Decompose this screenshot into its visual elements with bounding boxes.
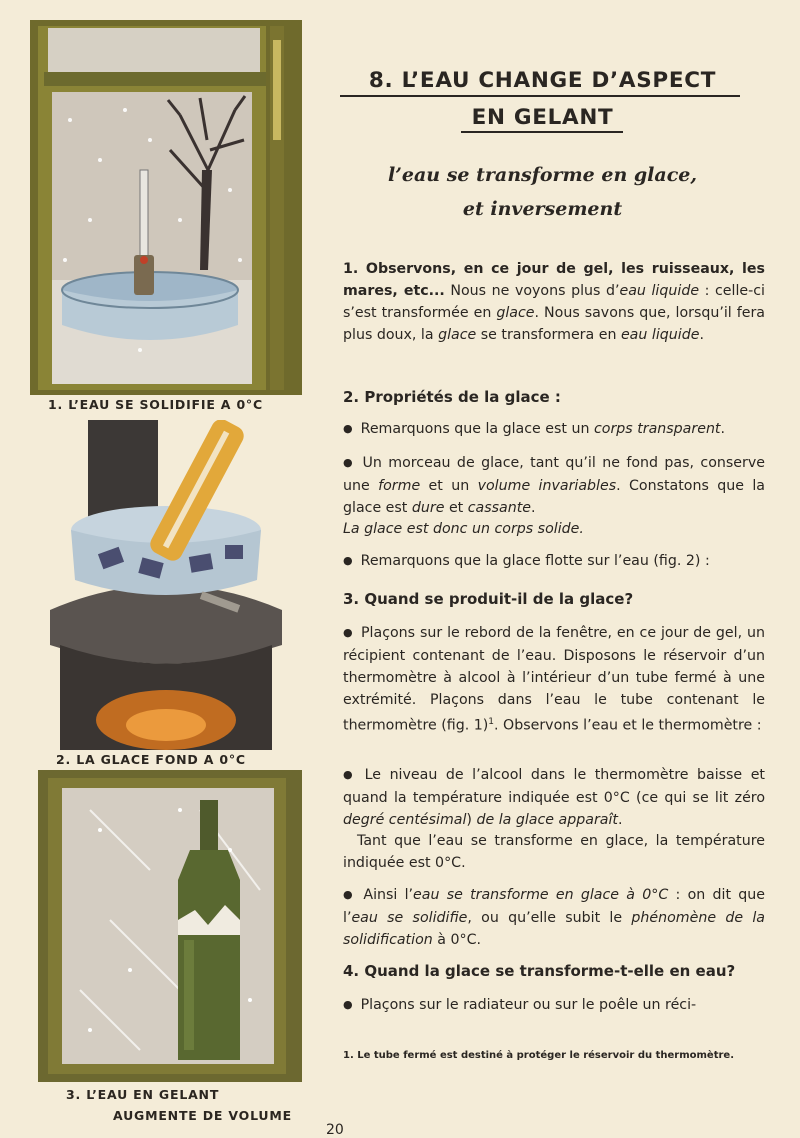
page-number: 20 — [326, 1122, 344, 1138]
emph: degré centésimal — [343, 812, 467, 828]
section-3-paragraph-3: Tant que l’eau se transforme en glace, la température indiquée est 0°C. — [343, 833, 765, 871]
section-3-bullet-4 — [343, 884, 765, 951]
subtitle-line1: l’eau se transforme en glace, — [388, 164, 697, 186]
figure-2-caption: 2. LA GLACE FOND A 0°C — [56, 752, 246, 767]
text: Ainsi l’ — [363, 887, 414, 903]
figure-1-caption: 1. L’EAU SE SOLIDIFIE A 0°C — [48, 397, 263, 412]
section-2-bullet-3 — [343, 550, 765, 573]
emph: glace — [496, 305, 535, 321]
text: ) — [466, 812, 477, 828]
figure-3-caption-line1: 3. L’EAU EN GELANT — [66, 1087, 220, 1102]
emph: corps transparent — [593, 421, 721, 437]
footnote: 1. Le tube fermé est destiné à protéger le réservoir du thermomètre. — [343, 1050, 734, 1061]
section-2-heading: 2. Propriétés de la glace : — [343, 388, 561, 406]
page-title-line1: 8. L’EAU CHANGE D’ASPECT — [368, 68, 717, 93]
text: . Constatons que la glace est — [343, 478, 765, 516]
section-3-heading: 3. Quand se produit-il de la glace? — [343, 590, 634, 608]
page-title — [340, 62, 745, 136]
text: se transformera en — [476, 327, 621, 343]
figure-3-illustration — [30, 770, 302, 1090]
footnote-marker: 1 — [488, 717, 495, 727]
text: et un — [420, 478, 478, 494]
section-1-paragraph — [343, 258, 765, 346]
text: : celle-ci s’est transformée en — [343, 283, 766, 321]
section-3-bullet-2 — [343, 764, 765, 831]
figure-3-caption-line2: AUGMENTE DE VOLUME — [113, 1108, 292, 1123]
section-2-conclusion: La glace est donc un corps solide. — [343, 521, 584, 537]
emph: phénomène de la solidification — [343, 910, 765, 948]
text: . — [720, 421, 726, 437]
text: , ou qu’elle subit le — [467, 910, 632, 926]
emph: dure — [411, 500, 445, 516]
page-title-line2: EN GELANT — [471, 105, 614, 130]
emph: volume invariables — [477, 478, 617, 494]
text: Remarquons que la glace est un — [360, 421, 594, 437]
text: à 0°C. — [432, 932, 481, 948]
section-2-bullet-2 — [343, 452, 765, 519]
section-1-lead: 1. Observons, en ce jour de gel, les ruisseaux, les mares, etc... — [343, 261, 765, 299]
emph: eau se transforme en glace à 0°C — [413, 887, 669, 903]
text: . — [531, 500, 536, 516]
figure-2-illustration — [30, 420, 302, 750]
text: . — [699, 327, 704, 343]
text: Remarquons que la glace flotte sur l’eau (fig. 2) : — [360, 553, 710, 569]
text: . — [617, 812, 623, 828]
figure-1-illustration — [30, 20, 302, 395]
subtitle — [340, 158, 745, 226]
text: . Nous savons que, lorsqu’il fera plus doux, la — [343, 305, 766, 343]
emph: eau liquide — [620, 327, 700, 343]
emph: eau liquide — [619, 283, 700, 299]
text: . Observons l’eau et le thermomètre : — [494, 717, 762, 734]
text: Le niveau de l’alcool dans le thermomètre baisse et quand la température indiquée est 0°C (ce qui se lit zéro — [343, 767, 765, 806]
text: et — [444, 500, 468, 516]
section-4-bullet-1 — [343, 994, 765, 1017]
text: Nous ne voyons plus d’ — [444, 283, 620, 299]
title-underline-1 — [340, 95, 740, 97]
subtitle-line2: et inversement — [462, 198, 623, 220]
text: Plaçons sur le rebord de la fenêtre, en ce jour de gel, un récipient contenant de l’eau. Disposons le réservoir d’un thermomètre à alcool à l’intérieur d’un tube fermé à une extrémité. Plaçons dans l’eau le tube contenant le thermomètre (fig. 1) — [343, 625, 765, 734]
emph: cassante — [467, 500, 532, 516]
emph: eau se solidifie — [351, 910, 468, 926]
text: Plaçons sur le radiateur ou sur le poêle un réci- — [360, 997, 697, 1013]
text: Un morceau de glace, tant qu’il ne fond pas, conserve une — [343, 455, 765, 494]
section-3-bullet-1 — [343, 622, 765, 737]
emph: de la glace apparaît — [476, 812, 618, 828]
section-4-heading: 4. Quand la glace se transforme-t-elle en eau? — [343, 962, 736, 980]
emph: forme — [378, 478, 421, 494]
section-2-bullet-1 — [343, 418, 765, 441]
title-underline-2 — [461, 131, 623, 133]
emph: glace — [438, 327, 477, 343]
text: : on dit que l’ — [343, 887, 765, 926]
